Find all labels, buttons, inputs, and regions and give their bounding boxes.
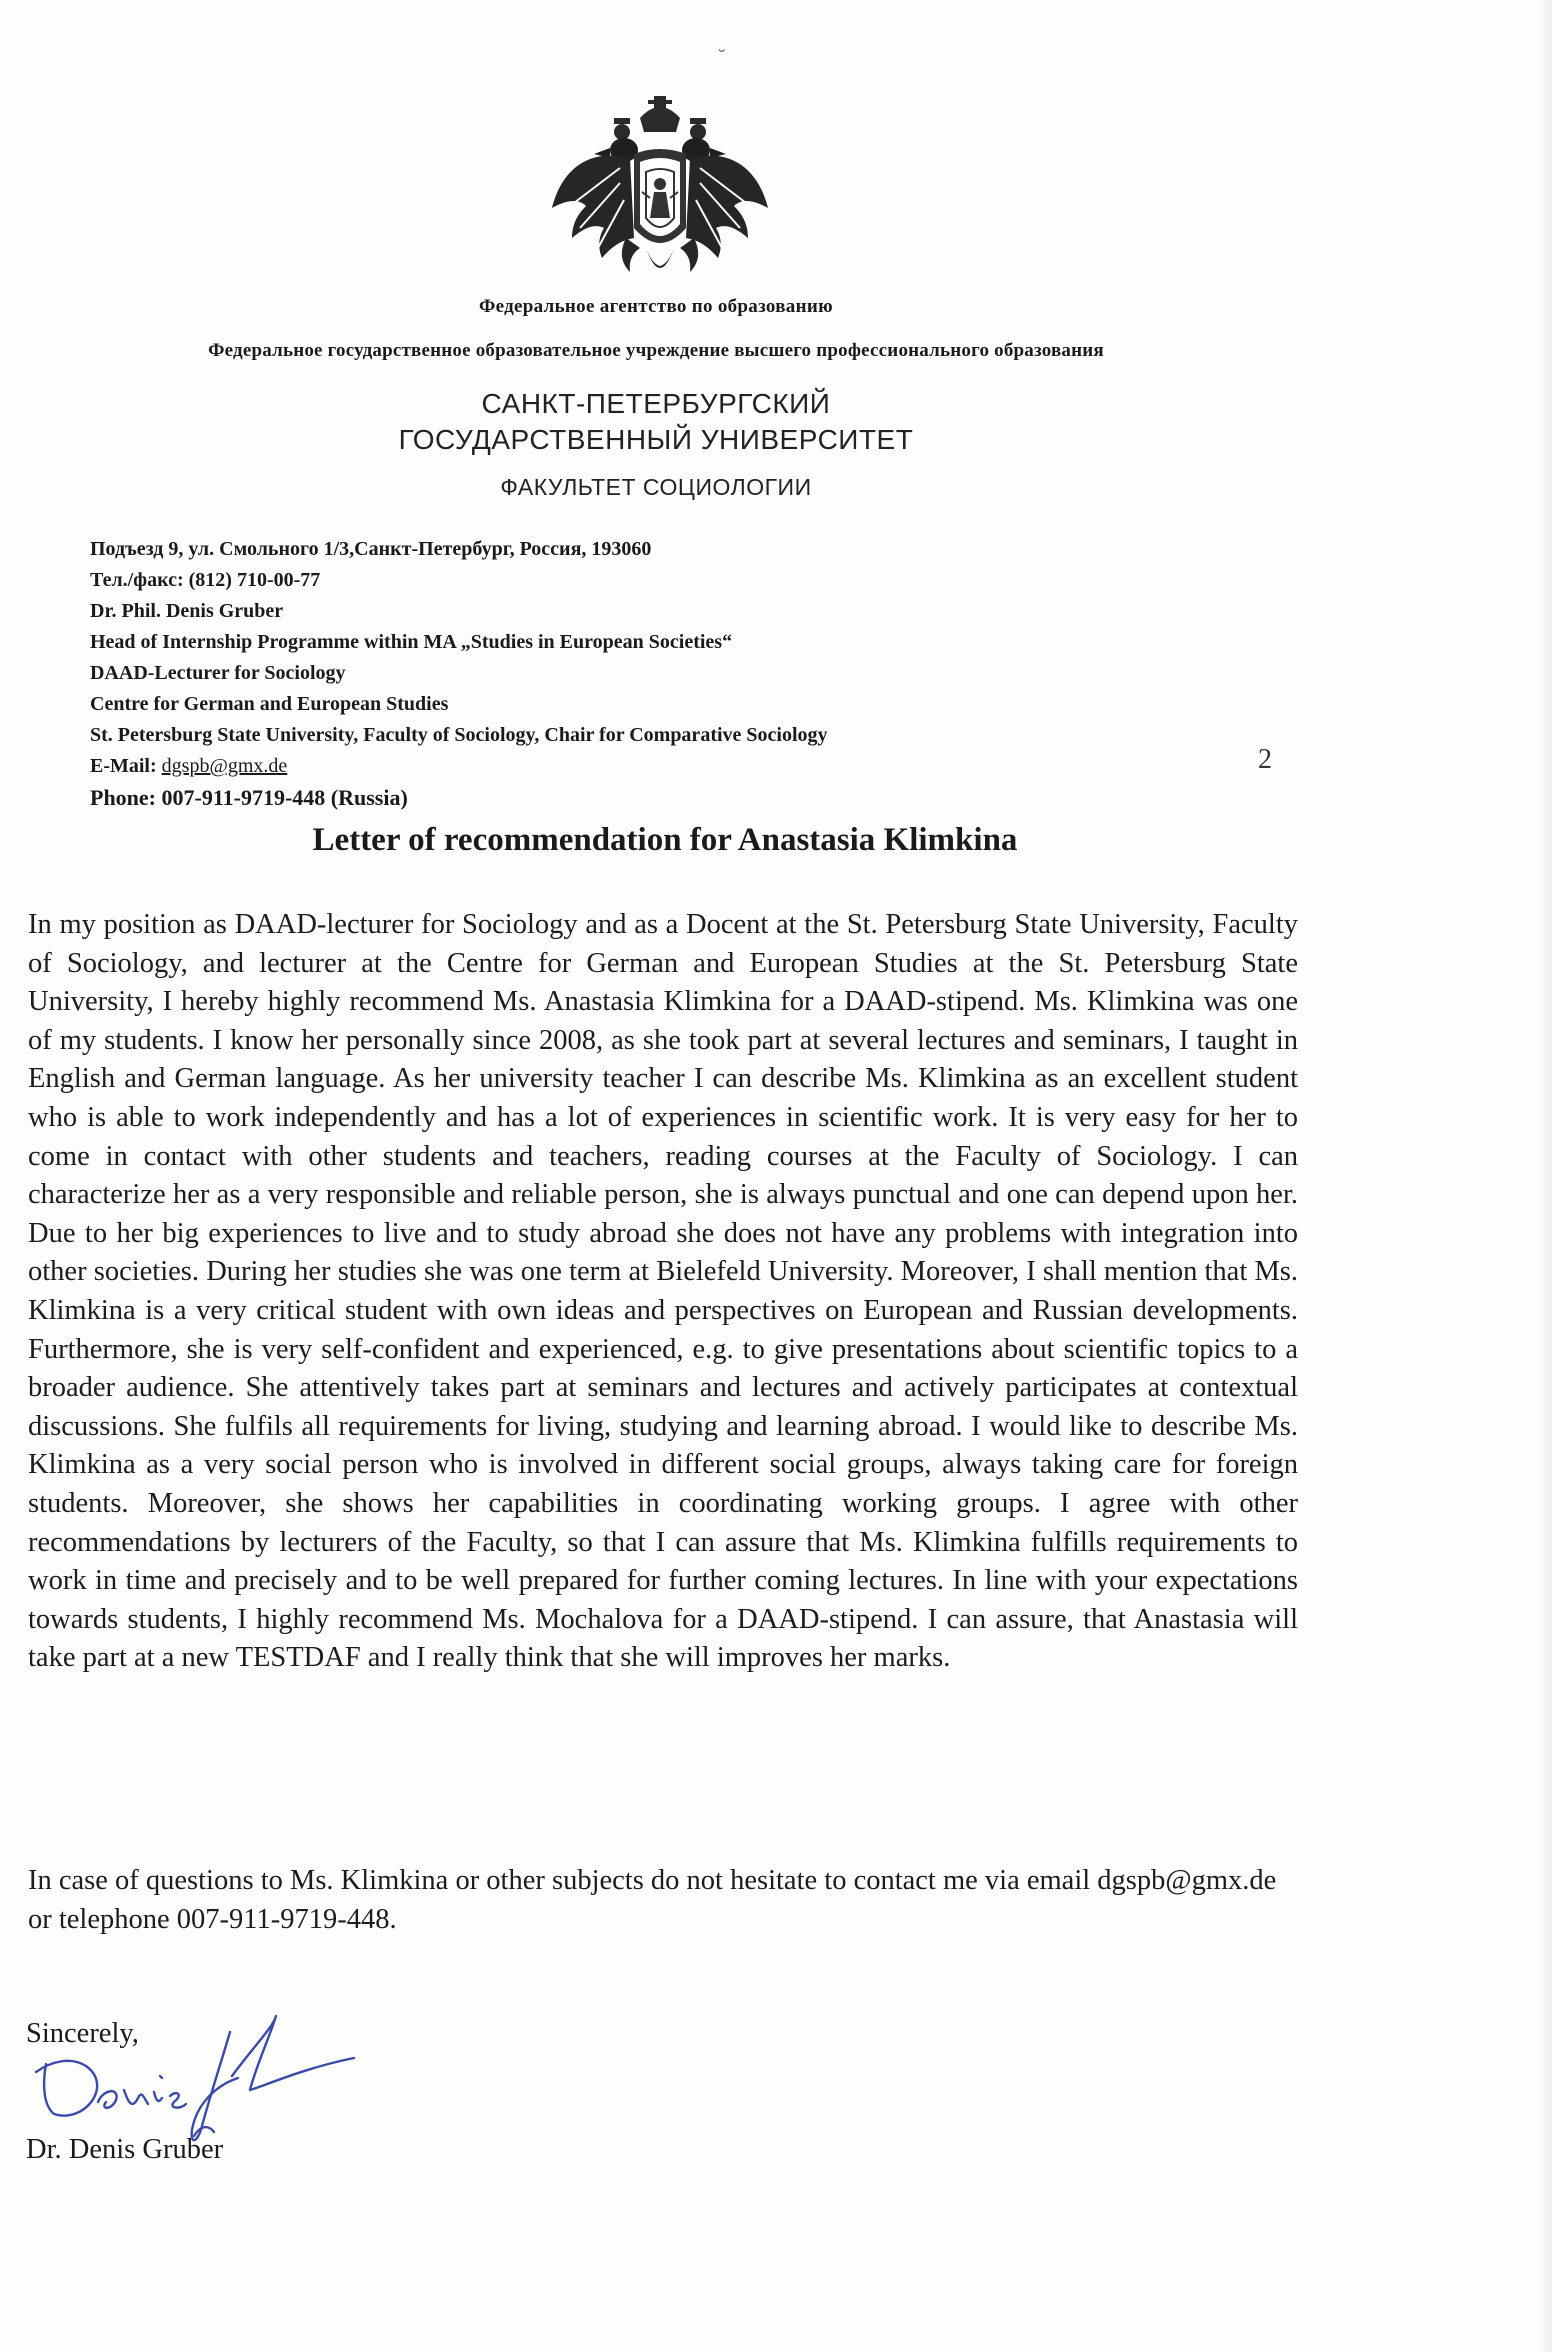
university-name-line1: САНКТ-ПЕТЕРБУРГСКИЙ (481, 388, 831, 419)
double-headed-eagle-emblem-icon (550, 88, 770, 298)
phone-line: Phone: 007-911-9719-448 (Russia) (90, 785, 408, 810)
email-label: E-Mail: (90, 755, 162, 777)
body-paragraph-1: In my position as DAAD-lecturer for Sociology and as a Docent at the St. Petersburg State University, Faculty of Sociology, and lecturer at the Centre for German and European Studies at the St. Petersburg State University, I hereby highly recommend Ms. Anastasia Klimkina for a DAAD-stipend. Ms. Klimkina was one of my students. I know her personally since 2008, as she took part at several lectures and seminars, I taught in English and German language. As her university teacher I can describe Ms. Klimkina as an excellent student who is able to work independently and has a lot of experiences in scientific work. It is very easy for her to come in contact with other students and teachers, reading courses at the Faculty of Sociology. I can characterize her as a very responsible and reliable person, she is always punctual and one can depend upon her. Due to her big experiences to live and to study abroad she does not have any problems with integration into other societies. During her studies she was one term at Bielefeld University. Moreover, I shall mention that Ms. Klimkina is a very critical student with own ideas and perspectives on European and Russian developments. Furthermore, she is very self-confident and experienced, e.g. to give presentations about scientific topics to a broader audience. She attentively takes part at seminars and lectures and actively participates at contextual discussions. She fulfils all requirements for living, studying and learning abroad. I would like to describe Ms. Klimkina as a very social person who is involved in different social groups, always taking care for foreign students. Moreover, she shows her capabilities in coordinating working groups. I agree with other recommendations by lecturers of the Faculty, so that I can assure that Ms. Klimkina fulfills requirements to work in time and precisely and to be well prepared for further coming lectures. In line with your expectations towards students, I highly recommend Ms. Mochalova for a DAAD-stipend. I can assure, that Anastasia will take part at a new TESTDAF and I really think that she will improves her marks. (28, 909, 1298, 1674)
author-role-centre: Centre for German and European Studies (90, 693, 449, 715)
scan-mark: ˘ (718, 44, 726, 69)
address: Подъезд 9, ул. Смольного 1/3,Санкт-Петербург, Россия, 193060 (90, 538, 652, 560)
page-edge-shadow (1538, 0, 1552, 2352)
author-role-daad: DAAD-Lecturer for Sociology (90, 662, 346, 684)
email-link[interactable]: dgspb@gmx.de (161, 755, 288, 777)
institution-name: Федеральное государственное образовательное учреждение высшего профессионального образования (208, 340, 1104, 361)
email-line (90, 751, 828, 782)
closing-salutation: Sincerely, (26, 2018, 139, 2049)
university-name-line2: ГОСУДАРСТВЕННЫЙ УНИВЕРСИТЕТ (398, 424, 914, 455)
tel-fax: Тел./факс: (812) 710-00-77 (90, 569, 321, 591)
signer-name: Dr. Denis Gruber (26, 2134, 224, 2165)
agency-name: Федеральное агентство по образованию (479, 296, 833, 317)
faculty-name: ФАКУЛЬТЕТ СОЦИОЛОГИИ (500, 474, 812, 500)
contact-block (90, 534, 828, 813)
author-name: Dr. Phil. Denis Gruber (90, 600, 284, 622)
author-role-university: St. Petersburg State University, Faculty of Sociology, Chair for Comparative Sociology (90, 724, 828, 746)
body-paragraph-2: In case of questions to Ms. Klimkina or other subjects do not hesitate to contact me via email dgspb@gmx.de or telephone 007-911-9719-448. (28, 1865, 1277, 1935)
author-role-internship: Head of Internship Programme within MA „Studies in European Societies“ (90, 631, 733, 653)
letter-title: Letter of recommendation for Anastasia Klimkina (312, 822, 1018, 858)
page-number: 2 (1258, 744, 1272, 775)
